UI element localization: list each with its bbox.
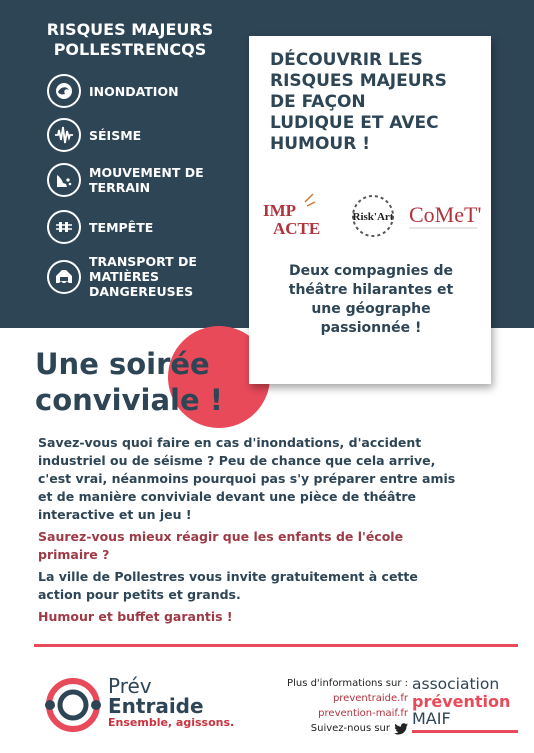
risk-label: INONDATION <box>89 83 179 99</box>
paragraph-invitation: La ville de Pollestres vous invite gratuitement à cette action pour petits et grands. <box>38 569 418 602</box>
svg-text:Risk'Art: Risk'Art <box>352 211 394 223</box>
riskart-logo <box>353 196 394 236</box>
risk-item-inondation <box>47 74 219 108</box>
card-heading: DÉCOUVRIR LES RISQUES MAJEURS DE FAÇON LUDIQUE ET AVEC HUMOUR ! <box>270 50 447 154</box>
maif-underline <box>412 730 518 733</box>
preventraide-wordmark: Prév Entraide Ensemble, agissons. <box>108 674 235 729</box>
impacte-logo <box>263 194 320 238</box>
risk-label: SÉISME <box>89 127 142 143</box>
paragraph-question: Saurez-vous mieux réagir que les enfants de l'école primaire ? <box>38 529 404 562</box>
divider-line <box>34 644 518 647</box>
risk-item-seisme <box>47 118 219 152</box>
seismograph-icon <box>47 118 81 152</box>
risk-label: TRANSPORT DE MATIÈRES DANGEREUSES <box>89 254 197 299</box>
more-info: Plus d'informations sur : preventraide.fr prevention-maif.fr Suivez-nous sur <box>287 678 408 734</box>
paragraph-humour: Humour et buffet garantis ! <box>38 609 233 624</box>
risk-label: TEMPÊTE <box>89 219 154 235</box>
soiree-heading: Une soirée conviviale ! <box>35 347 223 417</box>
partner-logos <box>263 192 483 242</box>
risk-label: MOUVEMENT DE TERRAIN <box>89 165 204 195</box>
link-prevention-maif[interactable]: prevention-maif.fr <box>318 708 408 719</box>
link-preventraide[interactable]: preventraide.fr <box>332 693 408 704</box>
storm-icon <box>47 210 81 244</box>
risk-item-tempete <box>47 210 219 244</box>
comet-logo <box>409 202 481 228</box>
paragraph-intro: Savez-vous quoi faire en cas d'inondations, d'accident industriel ou de séisme ? Peu de chance que cela arrive, c'est vrai, néanmoins pourquoi pas s'y préparer entre amis et de manière conviviale devant une pièce de théâtre interactive et un jeu ! <box>38 435 456 522</box>
hazard-transport-icon <box>47 260 81 294</box>
svg-text:CoMeT': CoMeT' <box>409 202 482 227</box>
wave-icon <box>47 74 81 108</box>
twitter-icon[interactable] <box>394 723 408 735</box>
association-prevention-maif-logo: association prévention MAIF <box>412 675 511 728</box>
svg-text:IMP: IMP <box>263 201 297 220</box>
landslide-icon <box>47 163 81 197</box>
risks-title: RISQUES MAJEURS POLLESTRENCQS <box>46 20 214 59</box>
body-text <box>38 434 508 630</box>
follow-us: Suivez-nous sur <box>287 721 408 736</box>
risk-item-mouvement-terrain <box>47 163 219 197</box>
info-card <box>249 36 491 384</box>
risk-item-transport <box>47 254 219 299</box>
card-footer-text: Deux compagnies de théâtre hilarantes et une géographe passionnée ! <box>288 263 454 336</box>
svg-text:ACTE: ACTE <box>273 219 321 238</box>
